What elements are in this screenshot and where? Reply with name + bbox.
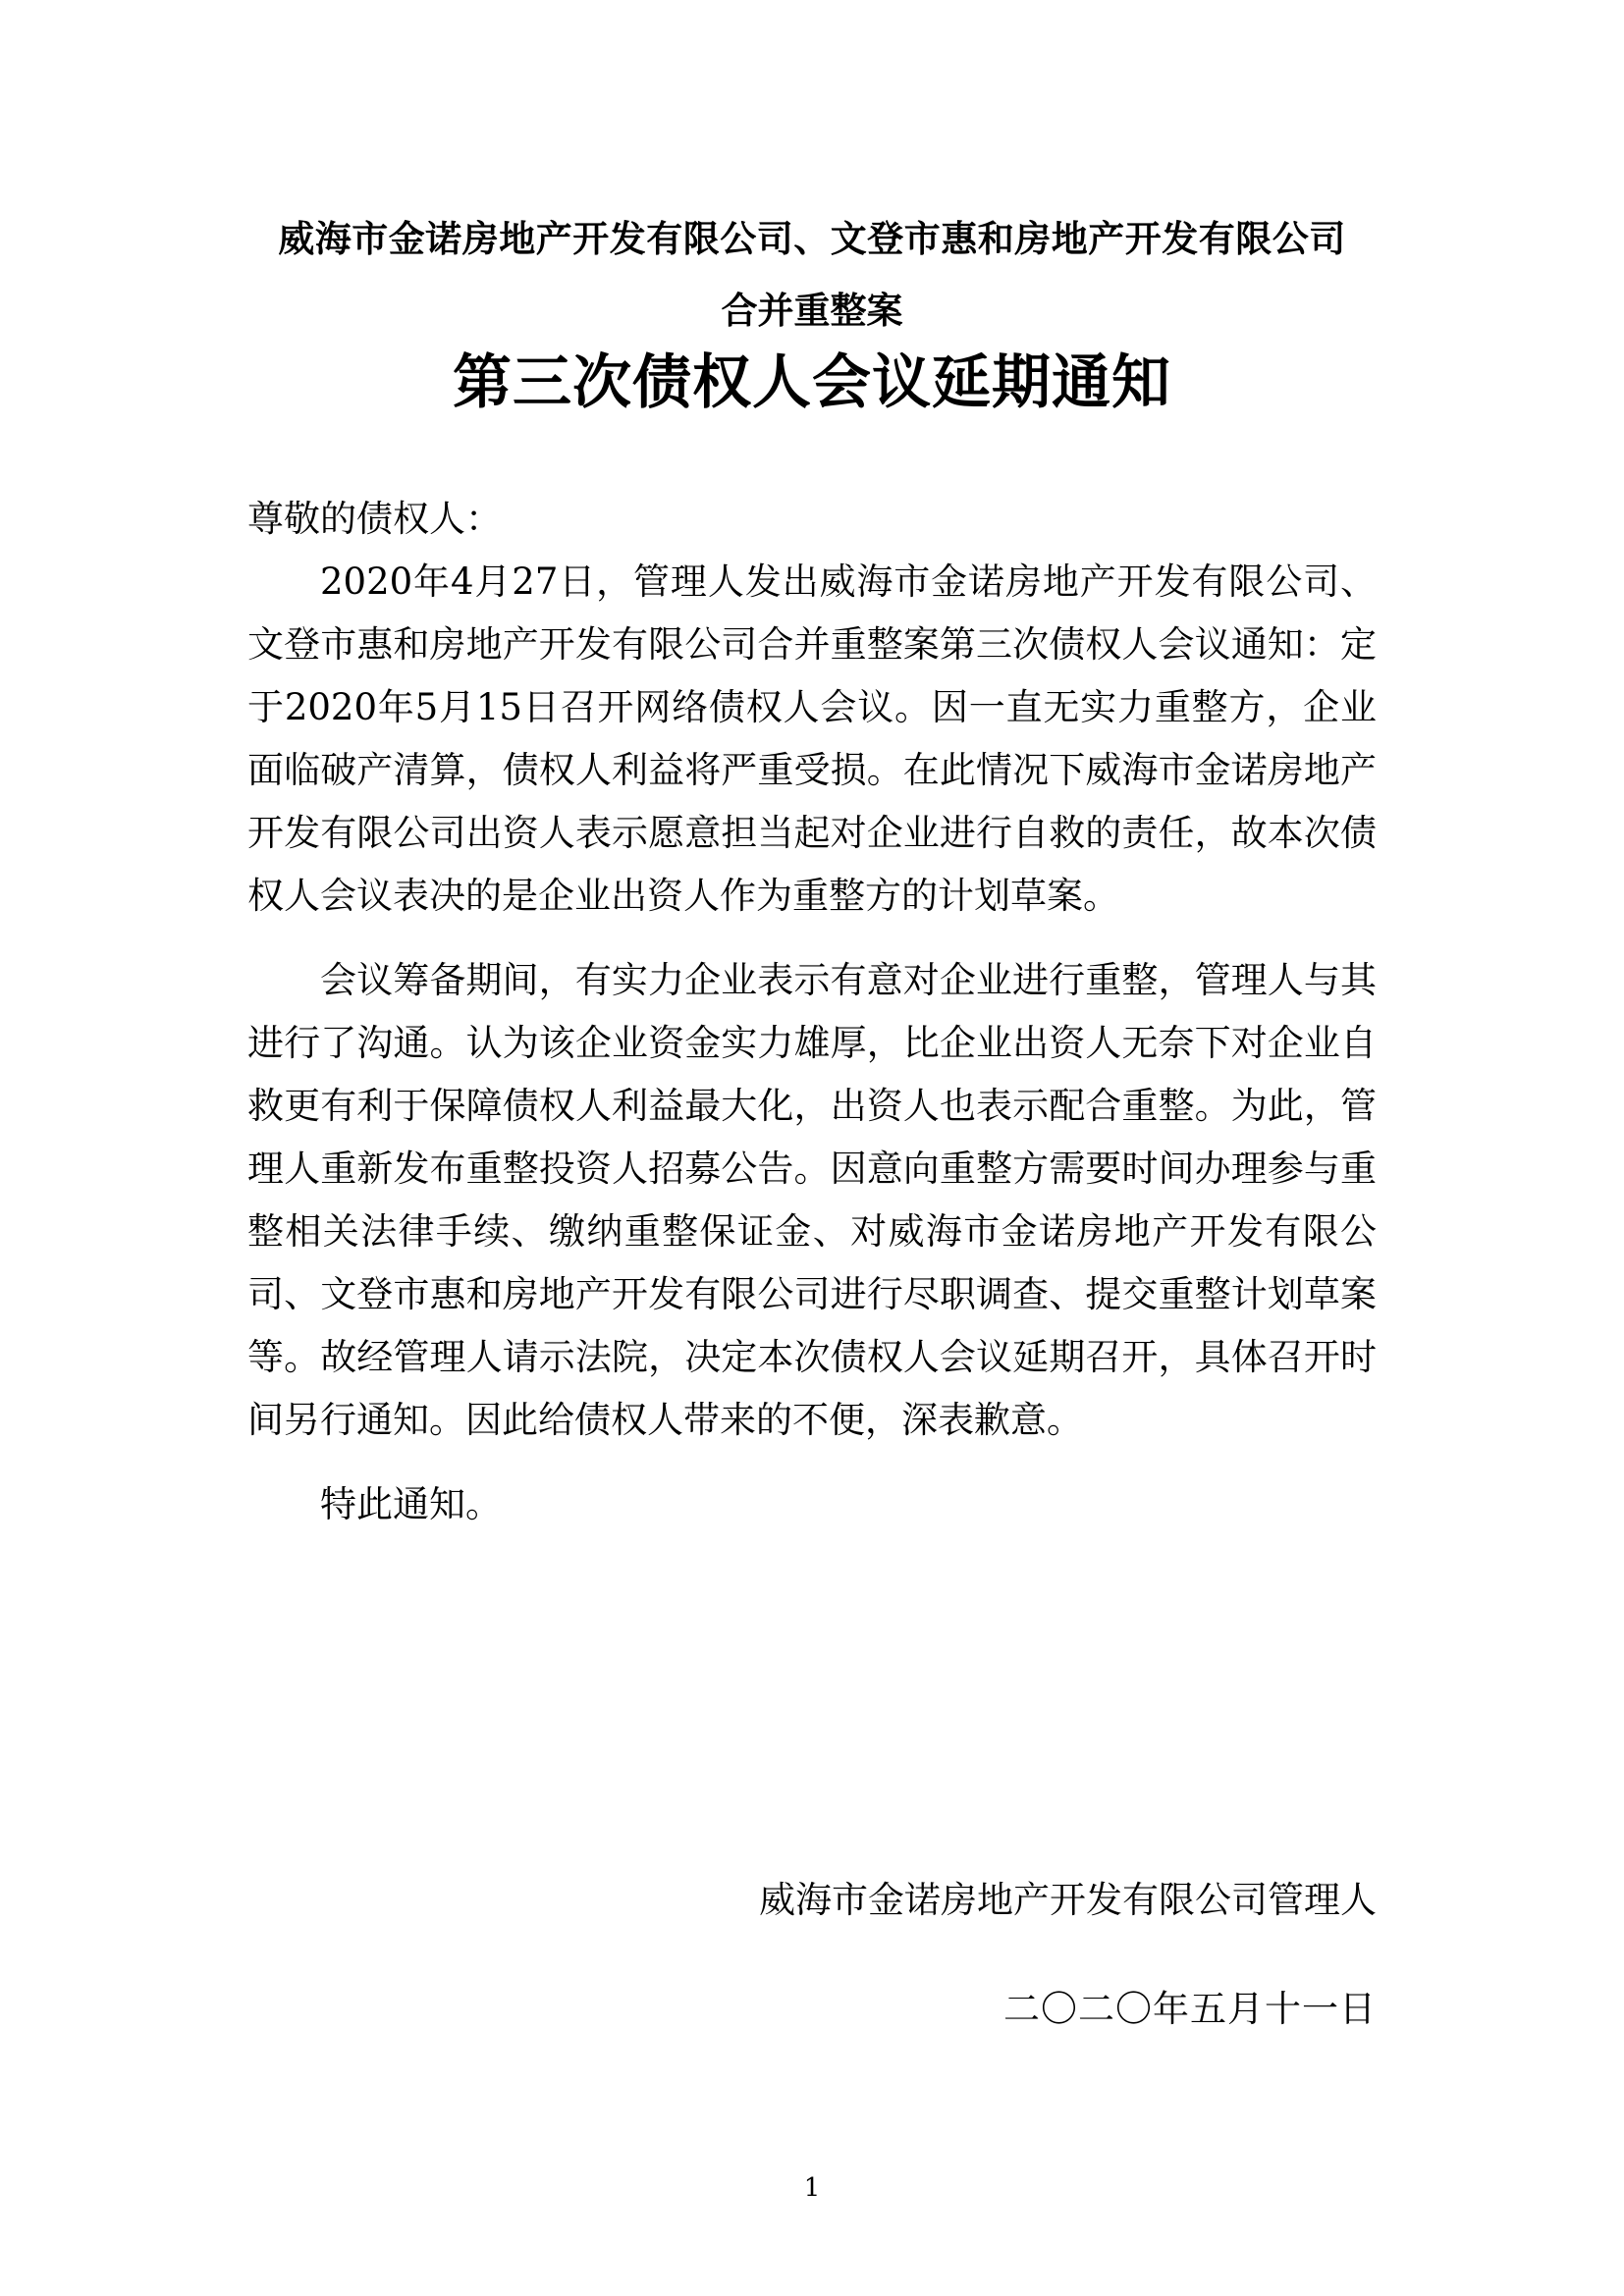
- closing-remark: 特此通知。: [320, 1483, 502, 1525]
- document-body: [247, 488, 1377, 1536]
- paragraph-2: 会议筹备期间，有实力企业表示有意对企业进行重整，管理人与其进行了沟通。认为该企业资金实力雄厚，比企业出资人无奈下对企业自救更有利于保障债权人利益最大化，出资人也表示配合重整。为此，管理人重新发布重整投资人招募公告。因意向重整方需要时间办理参与重整相关法律手续、缴纳重整保证金、对威海市金诺房地产开发有限公司、文登市惠和房地产开发有限公司进行尽职调查、提交重整计划草案等。故经管理人请示法院，决定本次债权人会议延期召开，具体召开时间另行通知。因此给债权人带来的不便，深表歉意。: [247, 959, 1377, 1441]
- issue-date: 二〇二〇年五月十一日: [1003, 1988, 1377, 2030]
- document-title-line-2: 合并重整案: [721, 289, 903, 332]
- paragraph-1: 2020年4月27日，管理人发出威海市金诺房地产开发有限公司、文登市惠和房地产开发有限公司合并重整案第三次债权人会议通知：定于2020年5月15日召开网络债权人会议。因一直无实力重整方，企业面临破产清算，债权人利益将严重受损。在此情况下威海市金诺房地产开发有限公司出资人表示愿意担当起对企业进行自救的责任，故本次债权人会议表决的是企业出资人作为重整方的计划草案。: [247, 561, 1377, 917]
- signature: 威海市金诺房地产开发有限公司管理人: [759, 1879, 1377, 1921]
- document-title-line-1: 威海市金诺房地产开发有限公司、文登市惠和房地产开发有限公司: [278, 217, 1346, 260]
- document-main-title: 第三次债权人会议延期通知: [453, 348, 1171, 417]
- page-number: 1: [803, 2173, 821, 2203]
- salutation: 尊敬的债权人：: [247, 498, 502, 540]
